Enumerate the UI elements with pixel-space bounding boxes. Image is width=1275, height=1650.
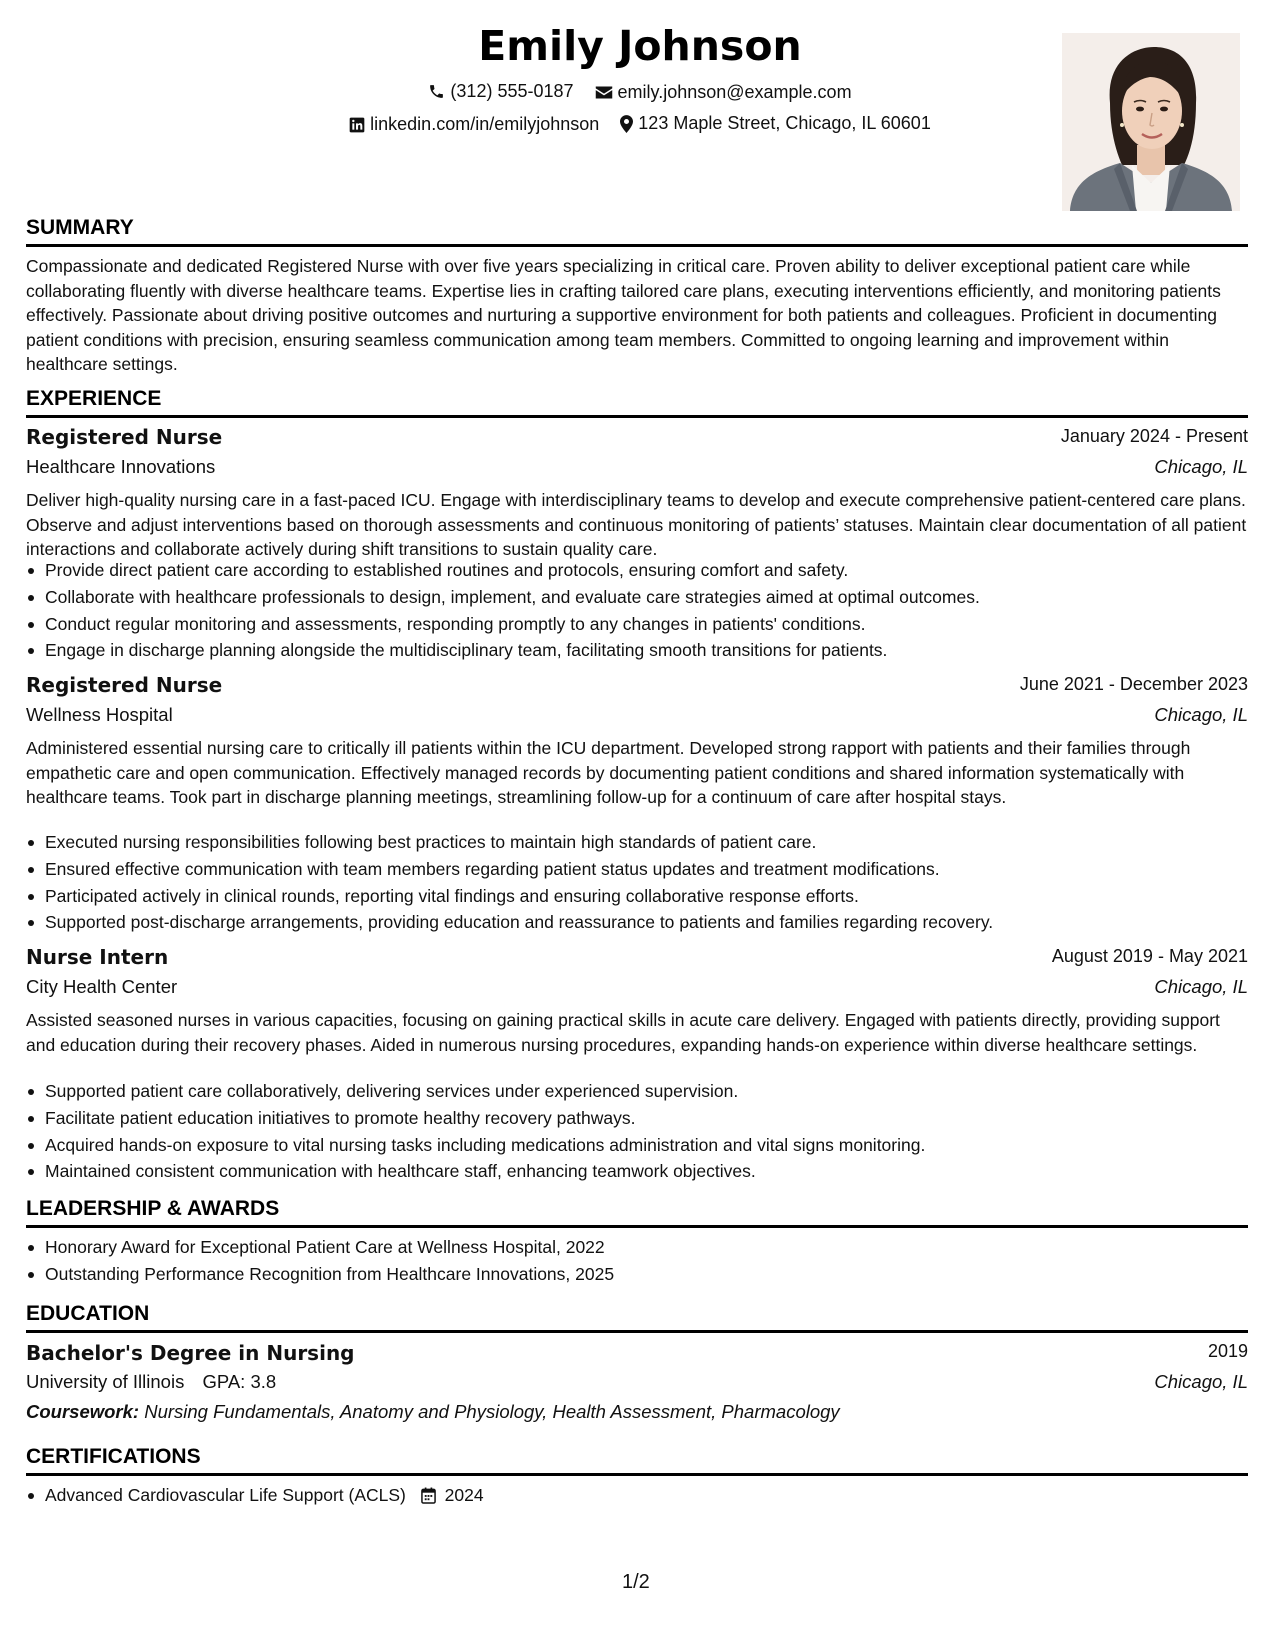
section-title-experience: EXPERIENCE (26, 387, 1248, 418)
job-dates: June 2021 - December 2023 (1019, 674, 1248, 694)
job-title: Registered Nurse (26, 425, 223, 449)
education-year: 2019 (1207, 1341, 1248, 1361)
list-item: Acquired hands-on exposure to vital nursing tasks including medications administration and vital signs monitoring. (26, 1132, 1248, 1159)
address-text: 123 Maple Street, Chicago, IL 60601 (638, 113, 931, 133)
job-company: City Health Center (26, 976, 178, 997)
list-item: Maintained consistent communication with healthcare staff, enhancing teamwork objectives. (26, 1158, 1248, 1185)
education-coursework-line (26, 1401, 840, 1423)
list-item: Collaborate with healthcare professionals to design, implement, and evaluate care strategies aimed at optimal outcomes. (26, 584, 1248, 611)
list-item: Outstanding Performance Recognition from Healthcare Innovations, 2025 (26, 1261, 1248, 1288)
job-location: Chicago, IL (1154, 976, 1248, 997)
list-item (26, 1482, 1248, 1509)
job-company: Healthcare Innovations (26, 456, 216, 477)
envelope-icon (595, 85, 613, 100)
job-title: Registered Nurse (26, 673, 223, 697)
job-dates: January 2024 - Present (1060, 426, 1248, 446)
coursework-text: Nursing Fundamentals, Anatomy and Physiology, Health Assessment, Pharmacology (144, 1401, 840, 1422)
resume-header (26, 0, 1248, 220)
job-company: Wellness Hospital (26, 704, 173, 725)
page-number: 1/2 (622, 1571, 650, 1593)
job-bullets (26, 829, 1248, 936)
phone-icon (428, 83, 445, 100)
candidate-name: Emily Johnson (478, 22, 802, 70)
certification-name: Advanced Cardiovascular Life Support (ACLS) (45, 1485, 406, 1505)
email-text[interactable]: emily.johnson@example.com (617, 82, 852, 102)
list-item: Executed nursing responsibilities following best practices to maintain high standards of patient care. (26, 829, 1248, 856)
section-title-summary: SUMMARY (26, 216, 1248, 247)
linkedin-icon (349, 117, 365, 133)
section-title-leadership: LEADERSHIP & AWARDS (26, 1197, 1248, 1228)
list-item: Engage in discharge planning alongside the multidisciplinary team, facilitating smooth transitions for patients. (26, 637, 1248, 664)
job-dates: August 2019 - May 2021 (1051, 946, 1248, 966)
education-location: Chicago, IL (1154, 1371, 1248, 1392)
phone-contact (428, 81, 573, 102)
list-item: Provide direct patient care according to established routines and protocols, ensuring comfort and safety. (26, 557, 1248, 584)
profile-photo (1062, 33, 1240, 211)
phone-text: (312) 555-0187 (450, 81, 574, 101)
job-bullets (26, 557, 1248, 664)
resume-page (26, 0, 1248, 1650)
calendar-icon (421, 1487, 436, 1504)
education-school-line (26, 1371, 276, 1393)
education-gpa: GPA: 3.8 (202, 1371, 277, 1392)
map-pin-icon (620, 115, 633, 133)
list-item: Conduct regular monitoring and assessments, responding promptly to any changes in patients' conditions. (26, 611, 1248, 638)
summary-text: Compassionate and dedicated Registered Nurse with over five years specializing in critical care. Proven ability to deliver exceptional patient care while collaborating fluently with diverse healthcare teams. Expertise lies in crafting tailored care plans, executing interventions efficiently, and monitoring patients effectively. Passionate about driving positive outcomes and nurturing a supportive environment for both patients and colleagues. Proficient in documenting patient conditions with precision, ensuring seamless communication among team members. Committed to ongoing learning and improvement within healthcare settings. (26, 256, 1221, 374)
address-contact (620, 113, 931, 134)
list-item: Honorary Award for Exceptional Patient Care at Wellness Hospital, 2022 (26, 1234, 1248, 1261)
linkedin-text[interactable]: linkedin.com/in/emilyjohnson (370, 114, 600, 134)
job-description: Deliver high-quality nursing care in a fast-paced ICU. Engage with interdisciplinary teams to develop and execute comprehensive patient-centered care plans. Observe and adjust interventions based on thorough assessments and continuous monitoring of patients’ statuses. Maintain clear documentation of all patient interactions and collaborate actively during shift transitions to sustain quality care. (26, 490, 1247, 559)
job-description: Assisted seasoned nurses in various capacities, focusing on gaining practical skills in acute care delivery. Engaged with patients directly, providing support and education during their recovery phases. Aided in numerous nursing procedures, expanding hands-on experience within diverse healthcare settings. (26, 1010, 1220, 1055)
linkedin-contact[interactable] (349, 114, 599, 135)
job-bullets (26, 1078, 1248, 1185)
list-item: Supported patient care collaboratively, delivering services under experienced supervision. (26, 1078, 1248, 1105)
certification-year: 2024 (444, 1485, 484, 1505)
section-title-certifications: CERTIFICATIONS (26, 1445, 1248, 1476)
education-degree: Bachelor's Degree in Nursing (26, 1341, 355, 1365)
job-location: Chicago, IL (1154, 704, 1248, 725)
list-item: Participated actively in clinical rounds, reporting vital findings and ensuring collaborative response efforts. (26, 883, 1248, 910)
section-title-education: EDUCATION (26, 1302, 1248, 1333)
list-item: Supported post-discharge arrangements, providing education and reassurance to patients and families regarding recovery. (26, 909, 1248, 936)
job-location: Chicago, IL (1154, 456, 1248, 477)
job-title: Nurse Intern (26, 945, 169, 969)
list-item: Ensured effective communication with team members regarding patient status updates and treatment modifications. (26, 856, 1248, 883)
awards-list (26, 1234, 1248, 1288)
email-contact[interactable] (595, 82, 852, 103)
list-item: Facilitate patient education initiatives to promote healthy recovery pathways. (26, 1105, 1248, 1132)
job-description: Administered essential nursing care to critically ill patients within the ICU department. Developed strong rapport with patients and their families through empathetic care and open communication. Effectively managed records by documenting patient conditions and shared information systematically with healthcare teams. Took part in discharge planning meetings, streamlining follow-up for a continuum of care after hospital stays. (26, 738, 1191, 807)
education-school: University of Illinois (26, 1371, 185, 1392)
coursework-label: Coursework: (26, 1401, 140, 1422)
certifications-list (26, 1482, 1248, 1509)
